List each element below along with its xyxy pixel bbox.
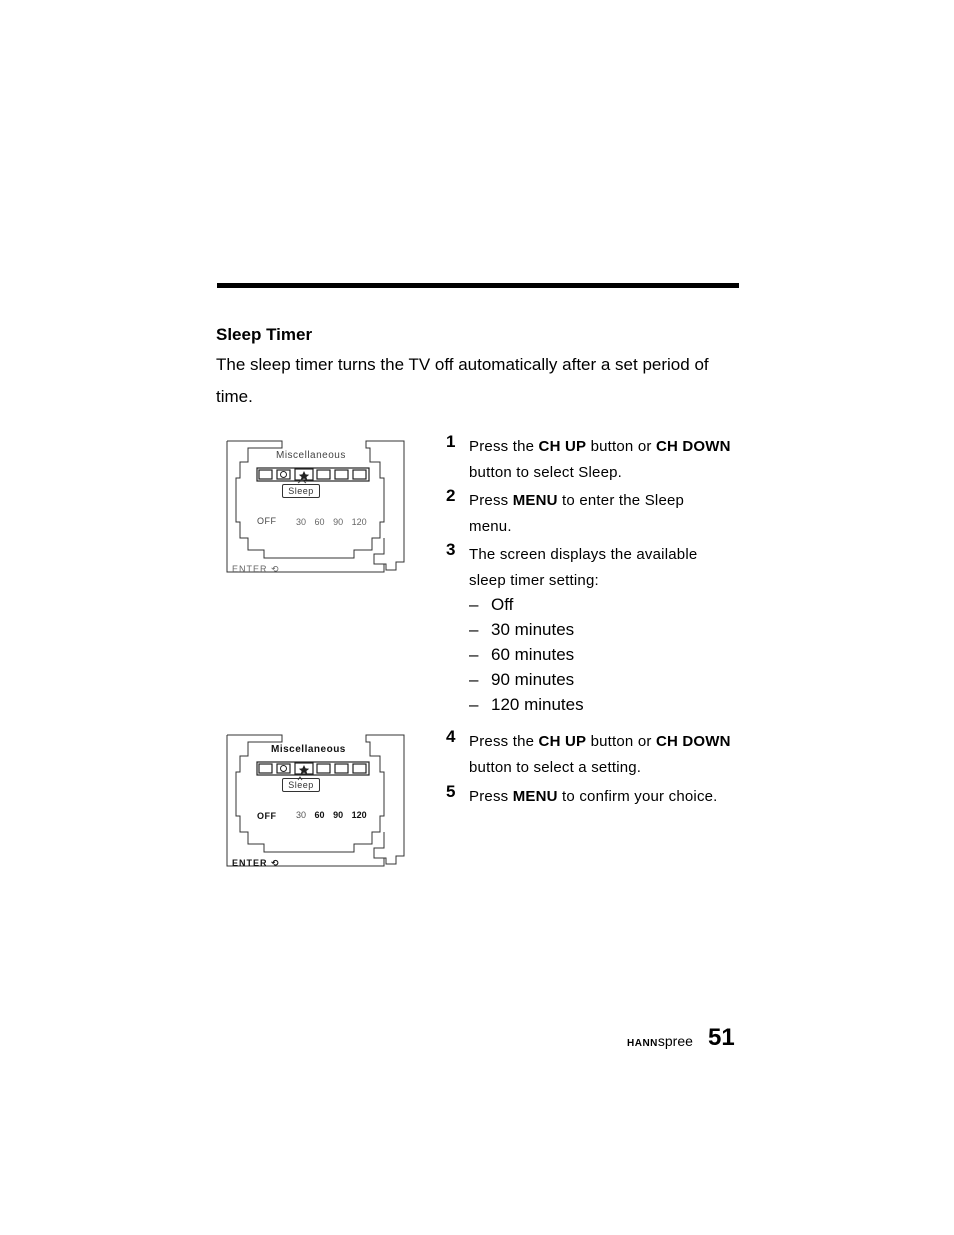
gear-icon: [281, 472, 287, 478]
osd-enter-label: ENTER ⟲: [232, 564, 280, 574]
osd-sleep-item: Sleep: [282, 484, 320, 498]
osd-diagram-1: [224, 438, 408, 576]
osd-value: 120: [351, 517, 367, 527]
section-title: Sleep Timer: [216, 325, 313, 344]
list-item: – Off: [469, 595, 514, 614]
osd-value: 30: [296, 517, 307, 527]
step-number: 1: [446, 432, 456, 451]
list-item: – 90 minutes: [469, 670, 575, 689]
osd-value: 30: [296, 810, 307, 820]
step-text: Press the CH UP button or CH DOWN button to select Sleep.: [469, 438, 731, 481]
brand-logo: HANNspree: [627, 1033, 693, 1049]
osd-value: 90: [333, 517, 344, 527]
osd-values: [296, 517, 373, 527]
osd-off-label: OFF: [257, 811, 277, 821]
step-number: 2: [446, 486, 456, 505]
osd-values: [296, 810, 373, 820]
osd-diagram-2: [224, 732, 408, 870]
section-rule: [217, 283, 739, 288]
sleep-options-list: [469, 592, 584, 717]
osd-value: 90: [333, 810, 344, 820]
osd-sleep-item: Sleep: [282, 778, 320, 792]
section-intro: The sleep timer turns the TV off automatically after a set period of time.: [216, 355, 709, 406]
osd-menu-title: Miscellaneous: [276, 450, 346, 461]
step-text: Press MENU to enter the Sleep menu.: [469, 492, 685, 535]
step-text: Press the CH UP button or CH DOWN button to select a setting.: [469, 733, 731, 776]
step-text: The screen displays the available sleep timer setting:: [469, 546, 698, 589]
enter-icon: ⟲: [271, 858, 280, 868]
star-icon: [299, 765, 309, 775]
list-item: – 30 minutes: [469, 620, 575, 639]
list-item: – 120 minutes: [469, 695, 584, 714]
page-number: 51: [708, 1024, 735, 1051]
star-icon: [299, 471, 309, 481]
osd-enter-label: ENTER ⟲: [232, 858, 280, 868]
step-number: 5: [446, 782, 456, 801]
gear-icon: [281, 766, 287, 772]
list-item: – 60 minutes: [469, 645, 575, 664]
osd-off-label: OFF: [257, 516, 277, 526]
osd-menu-title: Miscellaneous: [271, 744, 346, 755]
osd-value: 120: [351, 810, 367, 820]
step-number: 3: [446, 540, 456, 559]
osd-value: 60: [314, 517, 325, 527]
osd-value: 60: [314, 810, 325, 820]
step-text: Press MENU to confirm your choice.: [469, 788, 718, 805]
step-number: 4: [446, 727, 456, 746]
enter-icon: ⟲: [271, 564, 280, 574]
